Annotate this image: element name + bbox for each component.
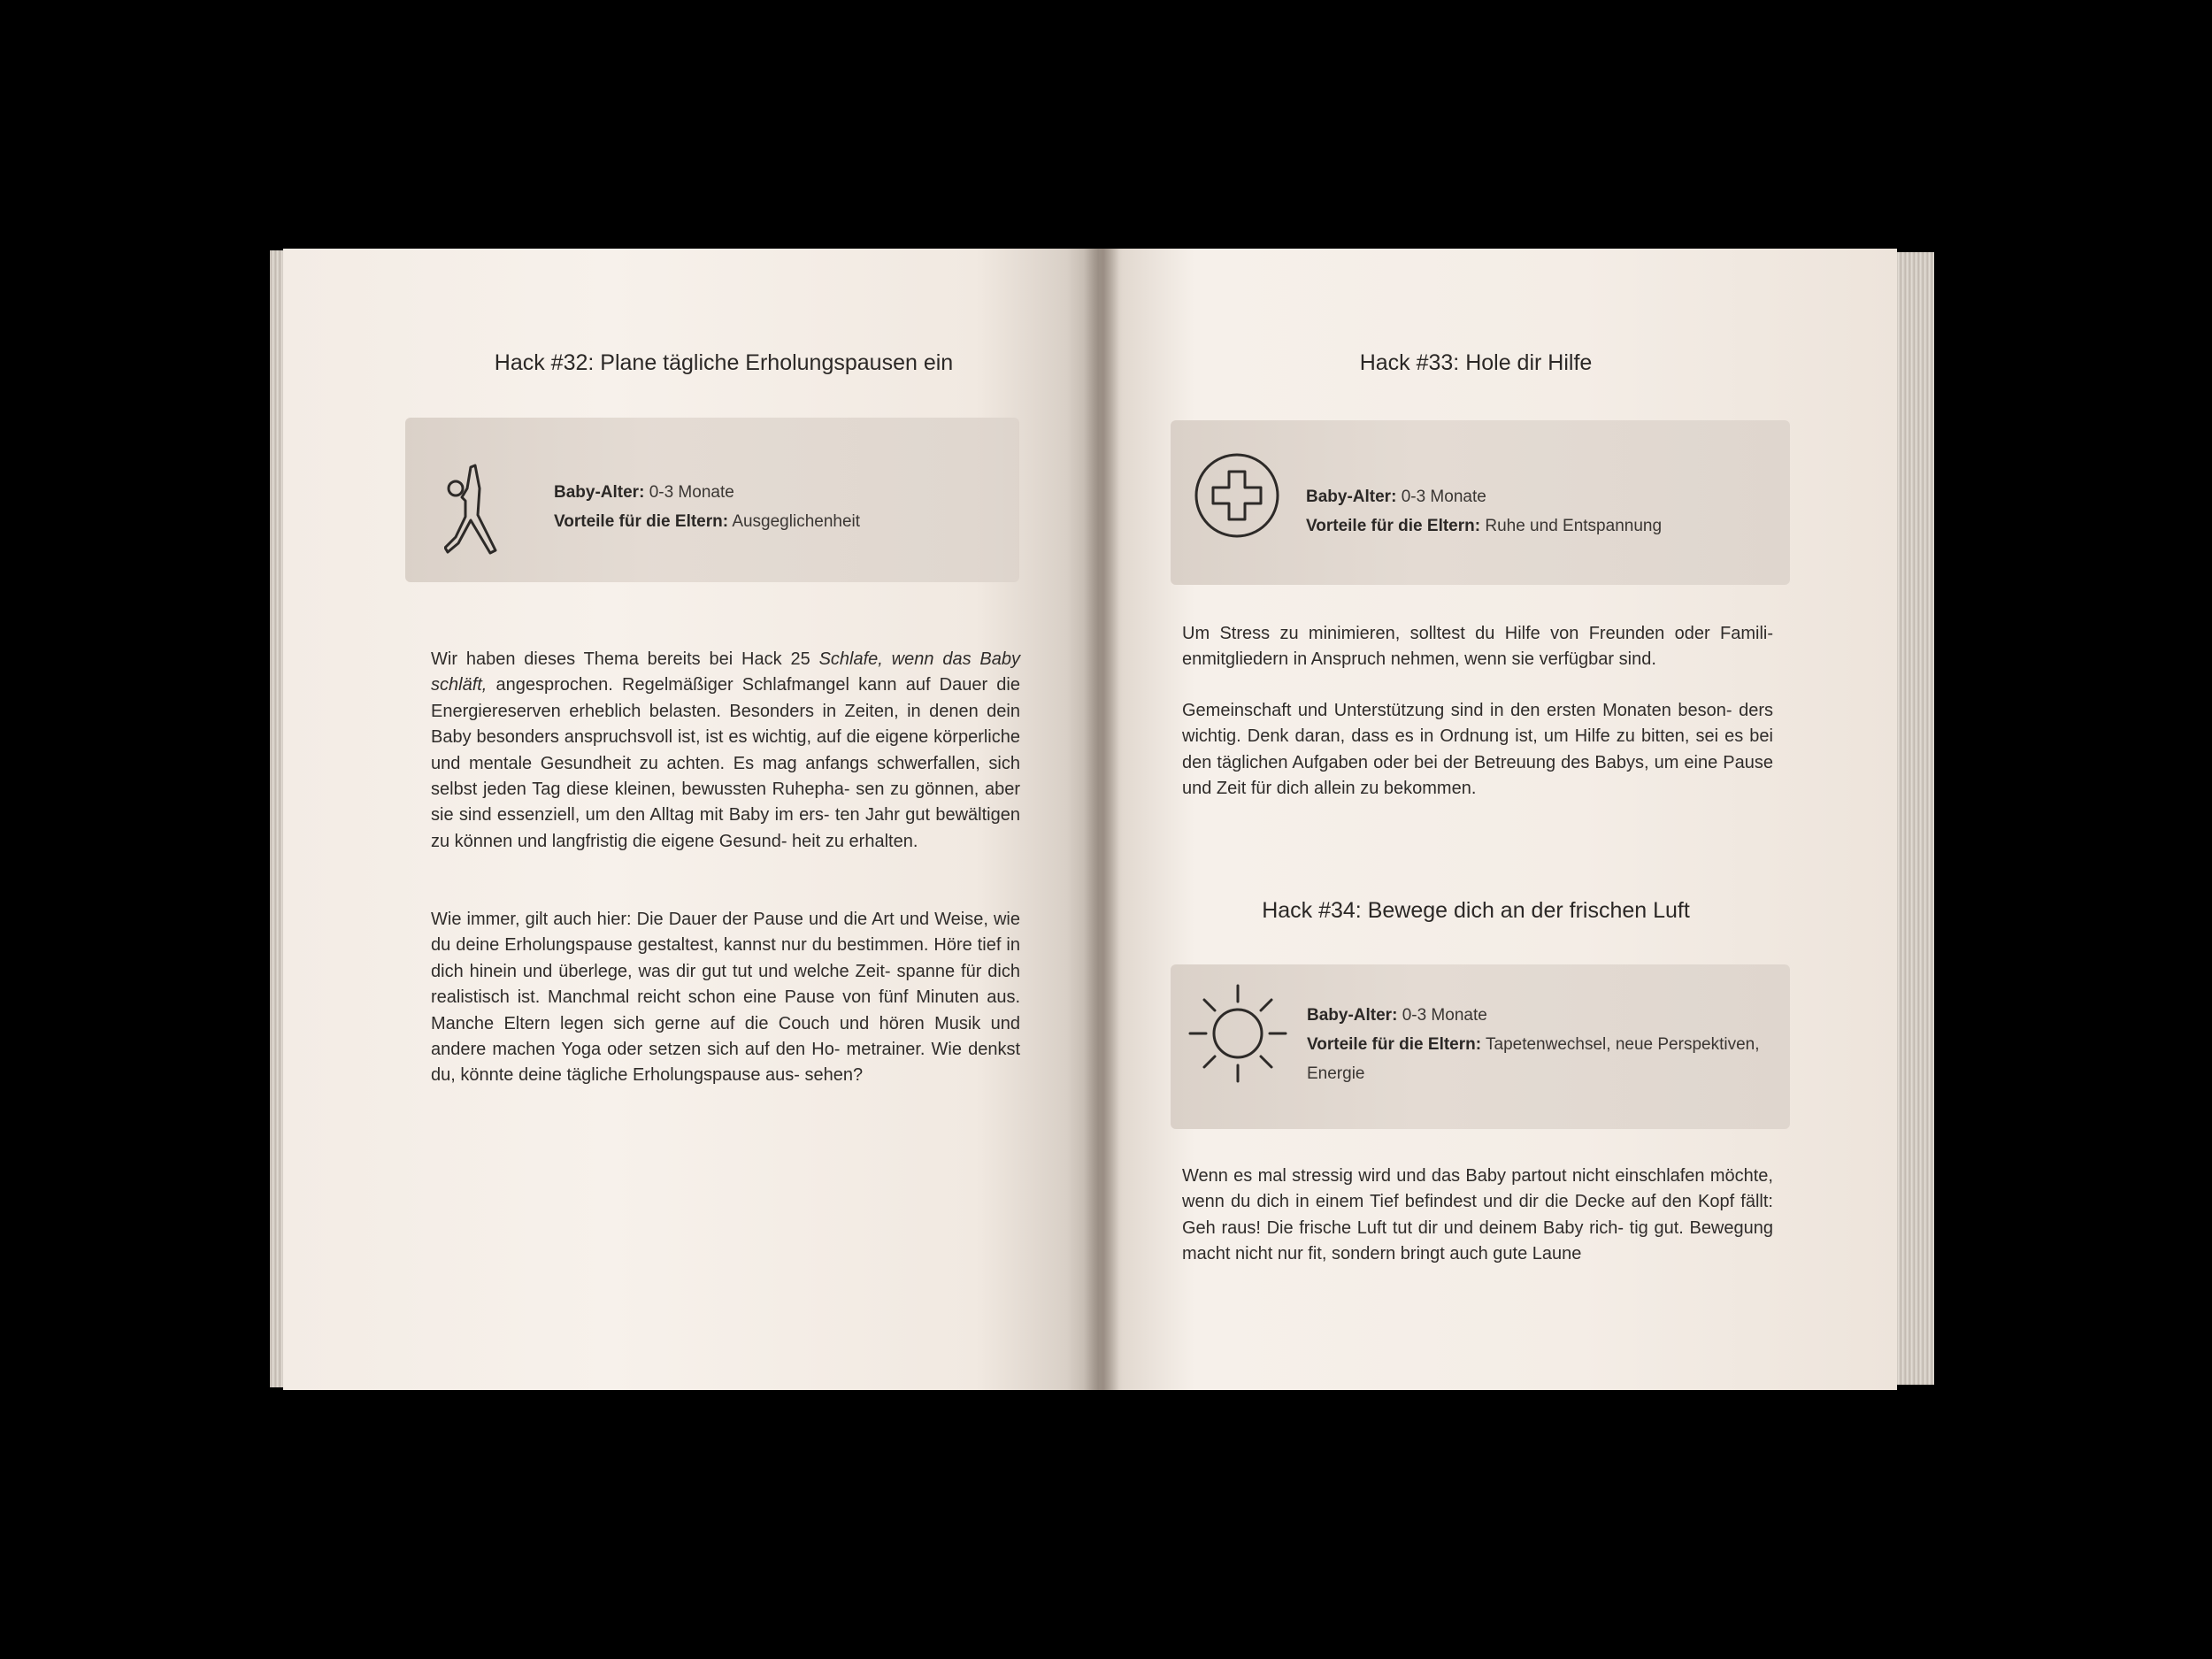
- age-value: 0-3 Monate: [649, 483, 734, 502]
- book-gutter: [1084, 249, 1119, 1390]
- age-label: Baby-Alter:: [554, 483, 645, 502]
- para-text: Wir haben dieses Thema bereits bei Hack 25: [431, 649, 819, 669]
- medical-cross-icon: [1194, 452, 1280, 539]
- hack-33-paragraph-2: Gemeinschaft und Unterstützung sind in den ersten Monaten beson- ders wichtig. Denk daran, dass es in Ordnung ist, um Hilfe zu bitten, sei es bei den täglichen Aufgaben oder bei der Betreuung des Babys, um eine Pause und Zeit für dich allein zu bekommen.: [1182, 701, 1773, 799]
- para-text: angesprochen. Regelmäßiger Schlafmangel kann auf Dauer die Energiereserven erheblich belasten. Besonders in Zeiten, in denen dein Baby besonders anspruchsvoll ist, ist es wichtig, auf die eigene körperliche und mentale Gesundheit zu achten. Es mag anfangs schwerfallen, sich selbst jeden Tag diese kleinen, bewussten Ruhepha- sen zu gönnen, aber sie sind essenziell, um den Alltag mit Baby im ers- ten Jahr gut bewältigen zu können und langfristig die eigene Gesund- heit zu erhalten.: [431, 675, 1020, 851]
- hack-34-meta: [1307, 1001, 1760, 1088]
- hack-32-infobox: [405, 418, 1019, 582]
- hack-32-paragraph-1: [431, 647, 1020, 855]
- age-label: Baby-Alter:: [1306, 488, 1397, 506]
- benefit-value: Ruhe und Entspannung: [1485, 517, 1663, 535]
- yoga-pose-icon: [444, 462, 504, 559]
- hack-32-paragraph-2: Wie immer, gilt auch hier: Die Dauer der Pause und die Art und Weise, wie du deine Erholungspause gestaltest, kannst nur du bestimmen. Höre tief in dich hinein und überlege, was dir gut tut und welche Zeit- spanne für dich realistisch ist. Manchmal reicht schon eine Pause von fünf Minuten aus. Manche Eltern legen sich gerne auf die Couch und hören Musik und andere machen Yoga oder setzen sich auf den Ho- metrainer. Wie denkst du, könnte deine tägliche Erholungspause aus- sehen?: [431, 910, 1020, 1086]
- benefit-label: Vorteile für die Eltern:: [554, 512, 729, 531]
- hack-32-meta: [554, 478, 860, 536]
- benefit-value: Tapetenwechsel, neue Perspektiven,: [1486, 1035, 1760, 1054]
- hack-33-heading: Hack #33: Hole dir Hilfe: [1359, 350, 1593, 375]
- hack-33-infobox: [1171, 420, 1790, 585]
- hack-34-paragraph-1: Wenn es mal stressig wird und das Baby partout nicht einschlafen möchte, wenn du dich in einem Tief befindest und dir die Decke auf den Kopf fällt: Geh raus! Die frische Luft tut dir und deinem Baby rich- tig gut. Bewegung macht nicht nur fit, sondern bringt auch gute Laune: [1182, 1166, 1773, 1264]
- benefit-label: Vorteile für die Eltern:: [1306, 517, 1481, 535]
- book-title-reference: Schlafe, wenn das Baby schläft,: [431, 649, 1020, 695]
- hack-34-infobox: [1171, 964, 1790, 1129]
- hack-34-heading: Hack #34: Bewege dich an der frischen Luft: [1262, 898, 1690, 923]
- benefit-value: Ausgeglichenheit: [732, 512, 861, 531]
- age-value: 0-3 Monate: [1402, 1006, 1487, 1025]
- sun-icon: [1187, 982, 1289, 1085]
- age-value: 0-3 Monate: [1401, 488, 1486, 506]
- hack-33-meta: [1306, 482, 1662, 541]
- benefit-label: Vorteile für die Eltern:: [1307, 1035, 1482, 1054]
- benefit-value-continued: Energie: [1307, 1064, 1365, 1083]
- right-page-edges: [1895, 252, 1934, 1385]
- hack-32-heading: Hack #32: Plane tägliche Erholungspausen ein: [494, 350, 954, 375]
- hack-33-paragraph-1: Um Stress zu minimieren, solltest du Hilfe von Freunden oder Famili- enmitgliedern in Anspruch nehmen, wenn sie verfügbar sind.: [1182, 624, 1773, 670]
- age-label: Baby-Alter:: [1307, 1006, 1398, 1025]
